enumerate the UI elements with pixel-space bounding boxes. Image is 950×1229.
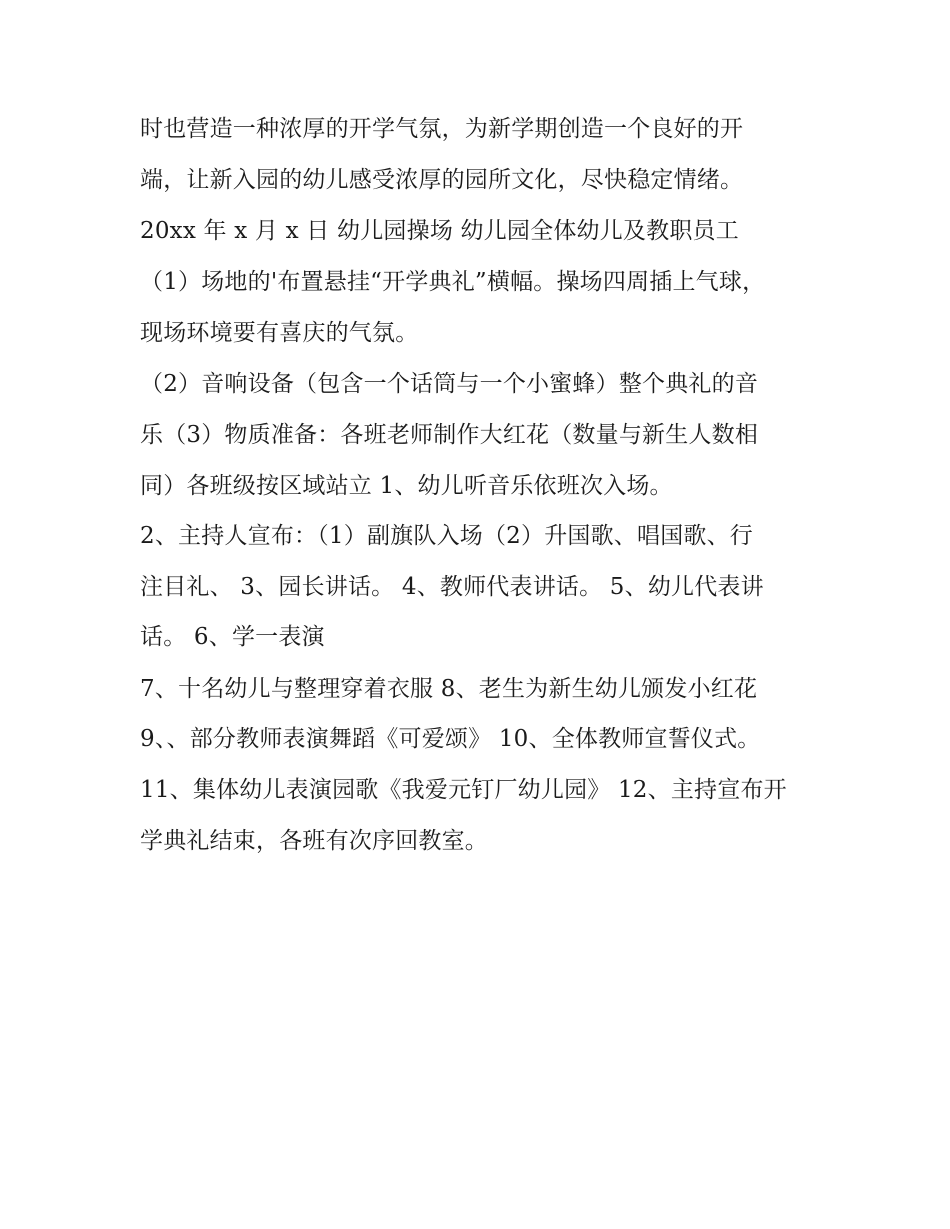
text-line: （2）音响设备（包含一个话筒与一个小蜜蜂）整个典礼的音 bbox=[140, 371, 759, 397]
text-line: 话。 6、学一表演 bbox=[140, 624, 325, 650]
text-line: 学典礼结束，各班有次序回教室。 bbox=[140, 828, 488, 854]
text-line: 9、、部分教师表演舞蹈《可爱颂》 10、全体教师宣誓仪式。 bbox=[140, 726, 761, 752]
text-line: 注目礼、 3、园长讲话。 4、教师代表讲话。 5、幼儿代表讲 bbox=[140, 574, 764, 600]
text-line: 现场环境要有喜庆的气氛。 bbox=[140, 320, 419, 346]
text-line: 11、集体幼儿表演园歌《我爱元钉厂幼儿园》 12、主持宣布开 bbox=[140, 777, 787, 803]
text-line: 20xx 年 x 月 x 日 幼儿园操场 幼儿园全体幼儿及教职员工 bbox=[140, 218, 739, 244]
text-line: （1）场地的'布置悬挂“开学典礼”横幅。操场四周插上气球， bbox=[140, 269, 766, 295]
text-line: 时也营造一种浓厚的开学气氛，为新学期创造一个良好的开 bbox=[140, 116, 744, 142]
text-line: 端，让新入园的幼儿感受浓厚的园所文化，尽快稳定情绪。 bbox=[140, 167, 744, 193]
text-line: 2、主持人宣布：（1）副旗队入场（2）升国歌、唱国歌、行 bbox=[140, 523, 753, 549]
text-line: 乐（3）物质准备：各班老师制作大红花（数量与新生人数相 bbox=[140, 422, 759, 448]
text-line: 7、十名幼儿与整理穿着衣服 8、老生为新生幼儿颁发小红花 bbox=[140, 676, 758, 702]
text-line: 同）各班级按区域站立 1、幼儿听音乐依班次入场。 bbox=[140, 473, 673, 499]
